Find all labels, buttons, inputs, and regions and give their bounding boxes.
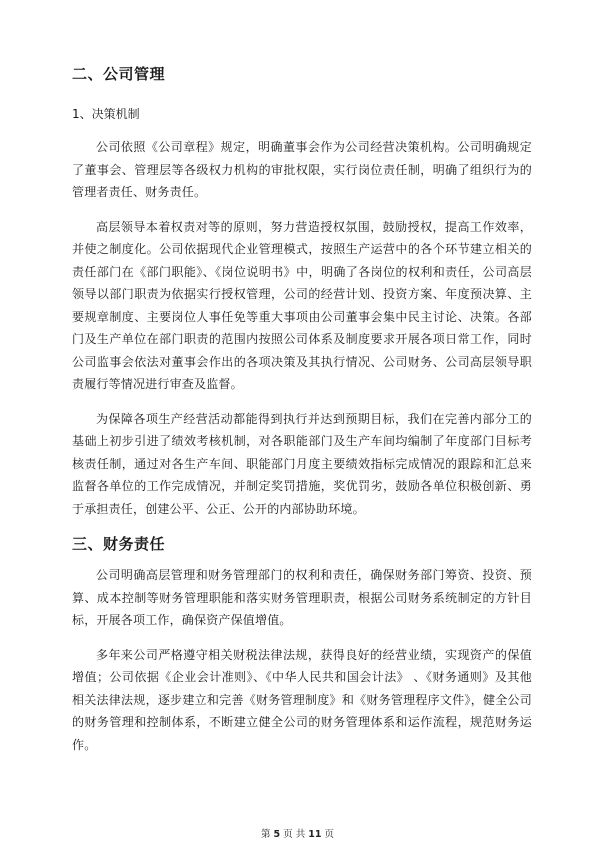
paragraph-finance-duties: 公司明确高层管理和财务管理部门的权利和责任，确保财务部门筹资、投资、预算、成本控制等财务管理职能和落实财务管理职责，根据公司财务系统制定的方针目标，开展各项工作，确保资产保值增值。: [72, 568, 532, 627]
paragraph-authorization: 高层领导本着权责对等的原则，努力营造授权氛围，鼓励授权，提高工作效率，并使之制度化。公司依据现代企业管理模式，按照生产运营中的各个环节建立相关的责任部门在《部门职能》、《岗位说明书》中，明确了各岗位的权利和责任，公司高层领导以部门职责为依据实行授权管理，公司的经营计划、投资方案、年度预决算、主要规章制度、主要岗位人事任免等重大事项由公司董事会集中民主讨论、决策。各部门及生产单位在部门职责的范围内按照公司体系及制度要求开展各项日常工作，同时公司监事会依法对董事会作出的各项决策及其执行情况、公司财务、公司高层领导职责履行等情况进行审查及监督。: [72, 219, 532, 391]
paragraph-tax-compliance: 多年来公司严格遵守相关财税法律法规，获得良好的经营业绩，实现资产的保值增值；公司依据《企业会计准则》、《中华人民共和国会计法》 、《财务通则》及其他相关法律法规，逐步建立和完善《财务管理制度》和《财务管理程序文件》，健全公司的财务管理和控制体系，不断建立健全公司的财务管理体系和运作流程，规范财务运作。: [72, 647, 532, 752]
section-heading-company-management: 二、公司管理: [72, 65, 166, 83]
footer-middle: 页 共: [280, 829, 309, 840]
page-footer: [0, 826, 595, 840]
paragraph-articles-of-association: 公司依照《公司章程》规定，明确董事会作为公司经营决策机构。公司明确规定了董事会、管理层等各级权力机构的审批权限，实行岗位责任制，明确了组织行为的管理者责任、财务责任。: [72, 140, 532, 199]
footer-page-number: 5: [273, 829, 281, 840]
page-content: [72, 62, 532, 756]
paragraph-performance-review: 为保障各项生产经营活动都能得到执行并达到预期目标，我们在完善内部分工的基础上初步引进了绩效考核机制，对各职能部门及生产车间均编制了年度部门目标考核责任制，通过对各生产车间、职能部门月度主要绩效指标完成情况的跟踪和汇总来监督各单位的工作完成情况，并制定奖罚措施，奖优罚劣，鼓励各单位积极创新、勇于承担责任，创建公平、公正、公开的内部协助环境。: [72, 411, 532, 516]
subheading-decision-mechanism: 1、决策机制: [72, 107, 140, 121]
footer-suffix: 页: [321, 829, 334, 840]
footer-prefix: 第: [261, 829, 274, 840]
section-heading-financial-responsibility: 三、财务责任: [72, 535, 166, 553]
footer-total-pages: 11: [308, 829, 322, 840]
